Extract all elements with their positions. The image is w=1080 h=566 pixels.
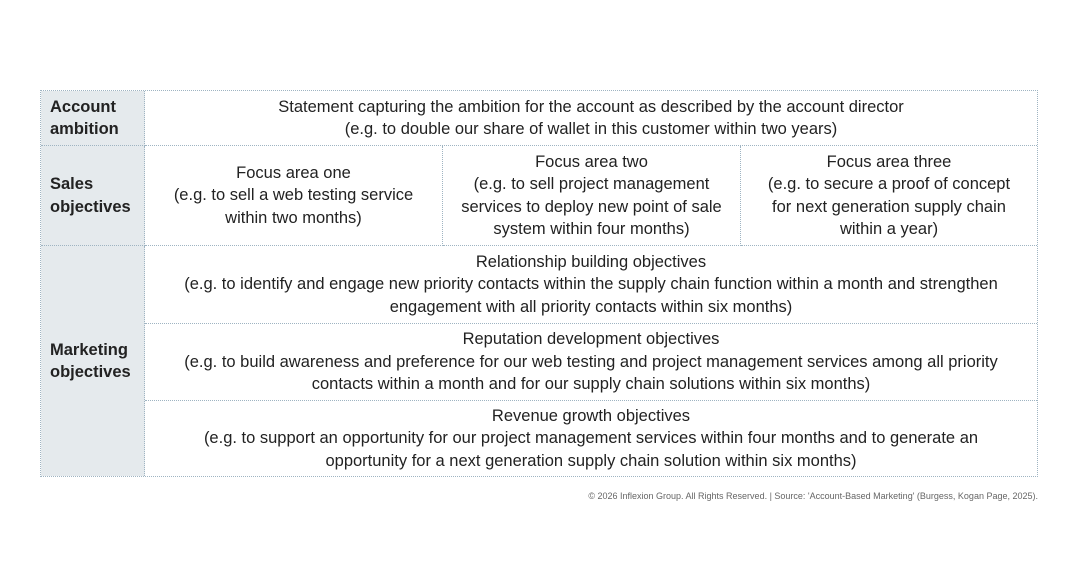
sales-objectives-header: [41, 146, 145, 246]
objective-line: (e.g. to support an opportunity for our project management services within four months and to generate an: [203, 429, 979, 448]
objective-line: Relationship building objectives: [475, 252, 707, 271]
header-line: objectives: [50, 363, 131, 381]
account-plan-table: [40, 90, 1038, 477]
focus-line: for next generation supply chain: [772, 197, 1006, 216]
marketing-objectives-header: [41, 246, 145, 476]
focus-line: Focus area three: [826, 152, 952, 171]
header-line: objectives: [50, 197, 131, 216]
revenue-growth-objectives: [145, 401, 1037, 476]
focus-line: (e.g. to sell a web testing service: [173, 186, 414, 205]
focus-line: within two months): [225, 208, 362, 227]
header-line: ambition: [50, 120, 119, 138]
focus-line: Focus area two: [535, 152, 648, 171]
relationship-building-objectives: [145, 246, 1037, 324]
objective-line: (e.g. to identify and engage new priority contacts within the supply chain function within a month and strengthen: [184, 275, 998, 294]
focus-line: within a year): [839, 220, 939, 238]
objective-line: engagement with all priority contacts within six months): [389, 297, 793, 316]
objective-line: Reputation development objectives: [462, 330, 720, 349]
account-ambition-statement: [145, 91, 1037, 146]
focus-area-three: [741, 146, 1037, 246]
focus-line: (e.g. to secure a proof of concept: [767, 175, 1011, 193]
focus-line: Focus area one: [236, 163, 351, 182]
objective-line: opportunity for a next generation supply chain solution within six months): [325, 451, 857, 470]
statement-line: (e.g. to double our share of wallet in this customer within two years): [344, 120, 838, 138]
focus-area-two: [443, 146, 741, 246]
focus-line: (e.g. to sell project management: [473, 175, 710, 193]
copyright-footer: © 2026 Inflexion Group. All Rights Reserved. | Source: 'Account-Based Marketing' (Burgess, Kogan Page, 2025).: [588, 491, 1038, 501]
header-line: Sales: [50, 175, 94, 193]
header-line: Marketing: [50, 340, 128, 359]
statement-line: Statement capturing the ambition for the account as described by the account director: [278, 97, 904, 116]
objective-line: (e.g. to build awareness and preference for our web testing and project management services among all priority: [184, 352, 998, 371]
focus-line: system within four months): [493, 220, 690, 238]
objective-line: Revenue growth objectives: [491, 406, 691, 425]
focus-line: services to deploy new point of sale: [461, 197, 722, 216]
reputation-development-objectives: [145, 324, 1037, 401]
account-ambition-header: [41, 91, 145, 146]
objective-line: contacts within a month and for our supply chain solutions within six months): [311, 375, 871, 394]
focus-area-one: [145, 146, 443, 246]
header-line: Account: [50, 97, 116, 116]
